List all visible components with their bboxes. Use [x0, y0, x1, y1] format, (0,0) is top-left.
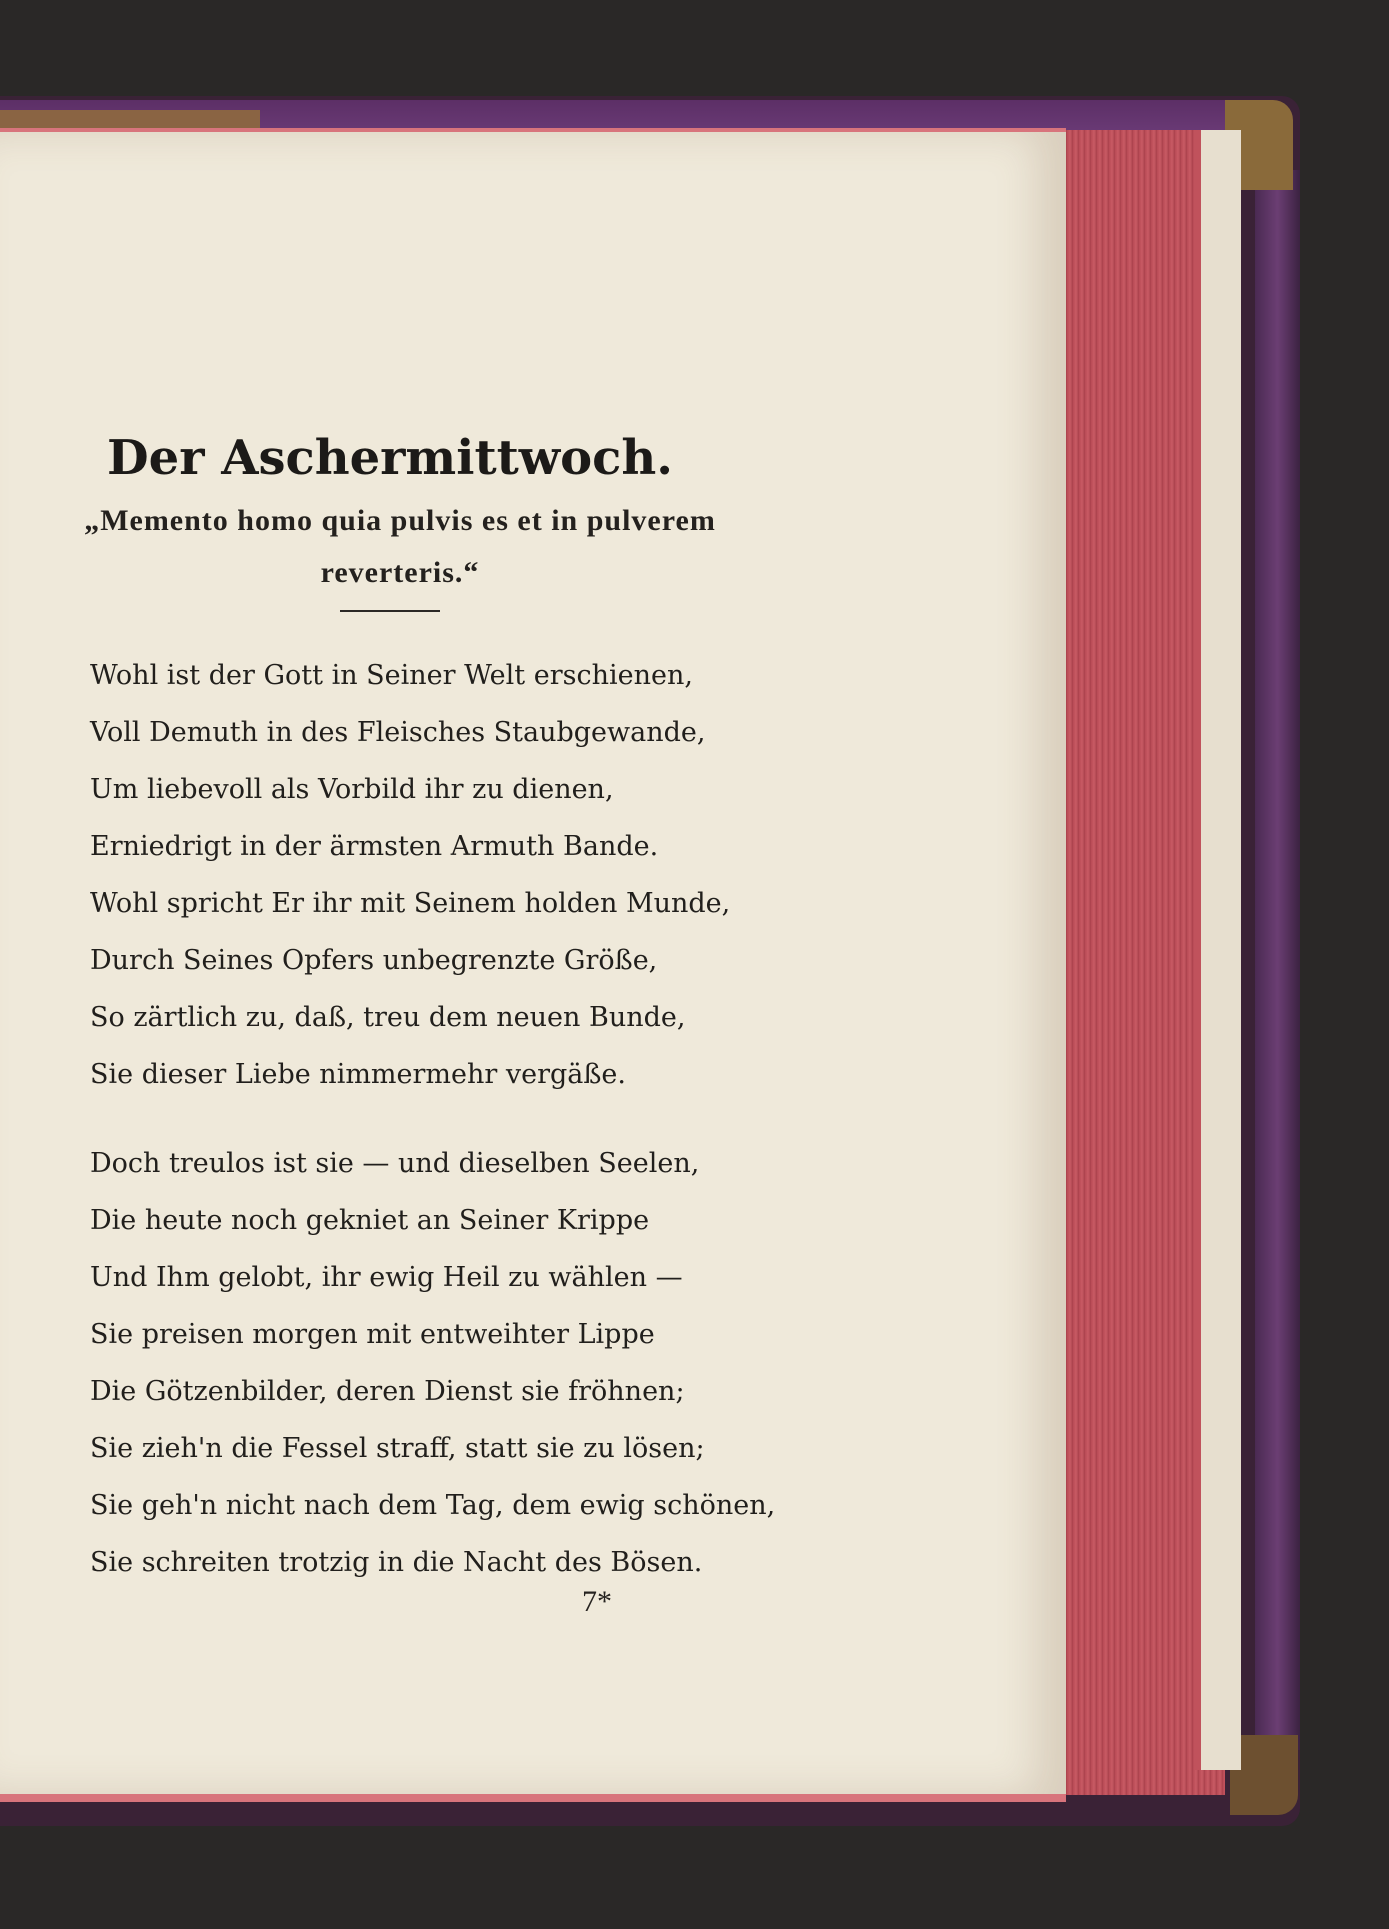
verse-line: Die heute noch gekniet an Seiner Krippe [90, 1205, 650, 1236]
page-number: 7* [582, 1585, 612, 1618]
verse-line: Voll Demuth in des Fleisches Staubgewande, [90, 717, 706, 748]
poem-motto [30, 495, 770, 599]
verse-line: Durch Seines Opfers unbegrenzte Größe, [90, 945, 658, 976]
verse-line: Sie zieh'n die Fessel straff, statt sie zu lösen; [90, 1433, 705, 1464]
stanza-1 [90, 660, 810, 1116]
verse-line: Doch treulos ist sie — und dieselben Seelen, [90, 1148, 700, 1179]
verse-line: Sie schreiten trotzig in die Nacht des Bösen. [90, 1547, 703, 1578]
motto-line: reverteris.“ [320, 556, 480, 589]
poem-title: Der Aschermittwoch. [107, 430, 673, 486]
cover-side-edge [1255, 170, 1300, 1750]
verse-line: Sie dieser Liebe nimmermehr vergäße. [90, 1059, 626, 1090]
verse-line: Und Ihm gelobt, ihr ewig Heil zu wählen — [90, 1262, 683, 1293]
verse-line: Wohl spricht Er ihr mit Seinem holden Munde, [90, 888, 731, 919]
motto-line: „Memento homo quia pulvis es et in pulverem [84, 504, 716, 537]
verse-line: So zärtlich zu, daß, treu dem neuen Bunde, [90, 1002, 686, 1033]
verse-line: Um liebevoll als Vorbild ihr zu dienen, [90, 774, 614, 805]
verse-line: Sie preisen morgen mit entweihter Lippe [90, 1319, 655, 1350]
page-block-inner [1195, 130, 1241, 1770]
verse-line: Sie geh'n nicht nach dem Tag, dem ewig schönen, [90, 1490, 776, 1521]
stanza-2 [90, 1148, 810, 1604]
verse-line: Erniedrigt in der ärmsten Armuth Bande. [90, 831, 659, 862]
verse-line: Wohl ist der Gott in Seiner Welt erschienen, [90, 660, 693, 691]
verse-line: Die Götzenbilder, deren Dienst sie fröhnen; [90, 1376, 685, 1407]
divider-rule [340, 610, 440, 612]
